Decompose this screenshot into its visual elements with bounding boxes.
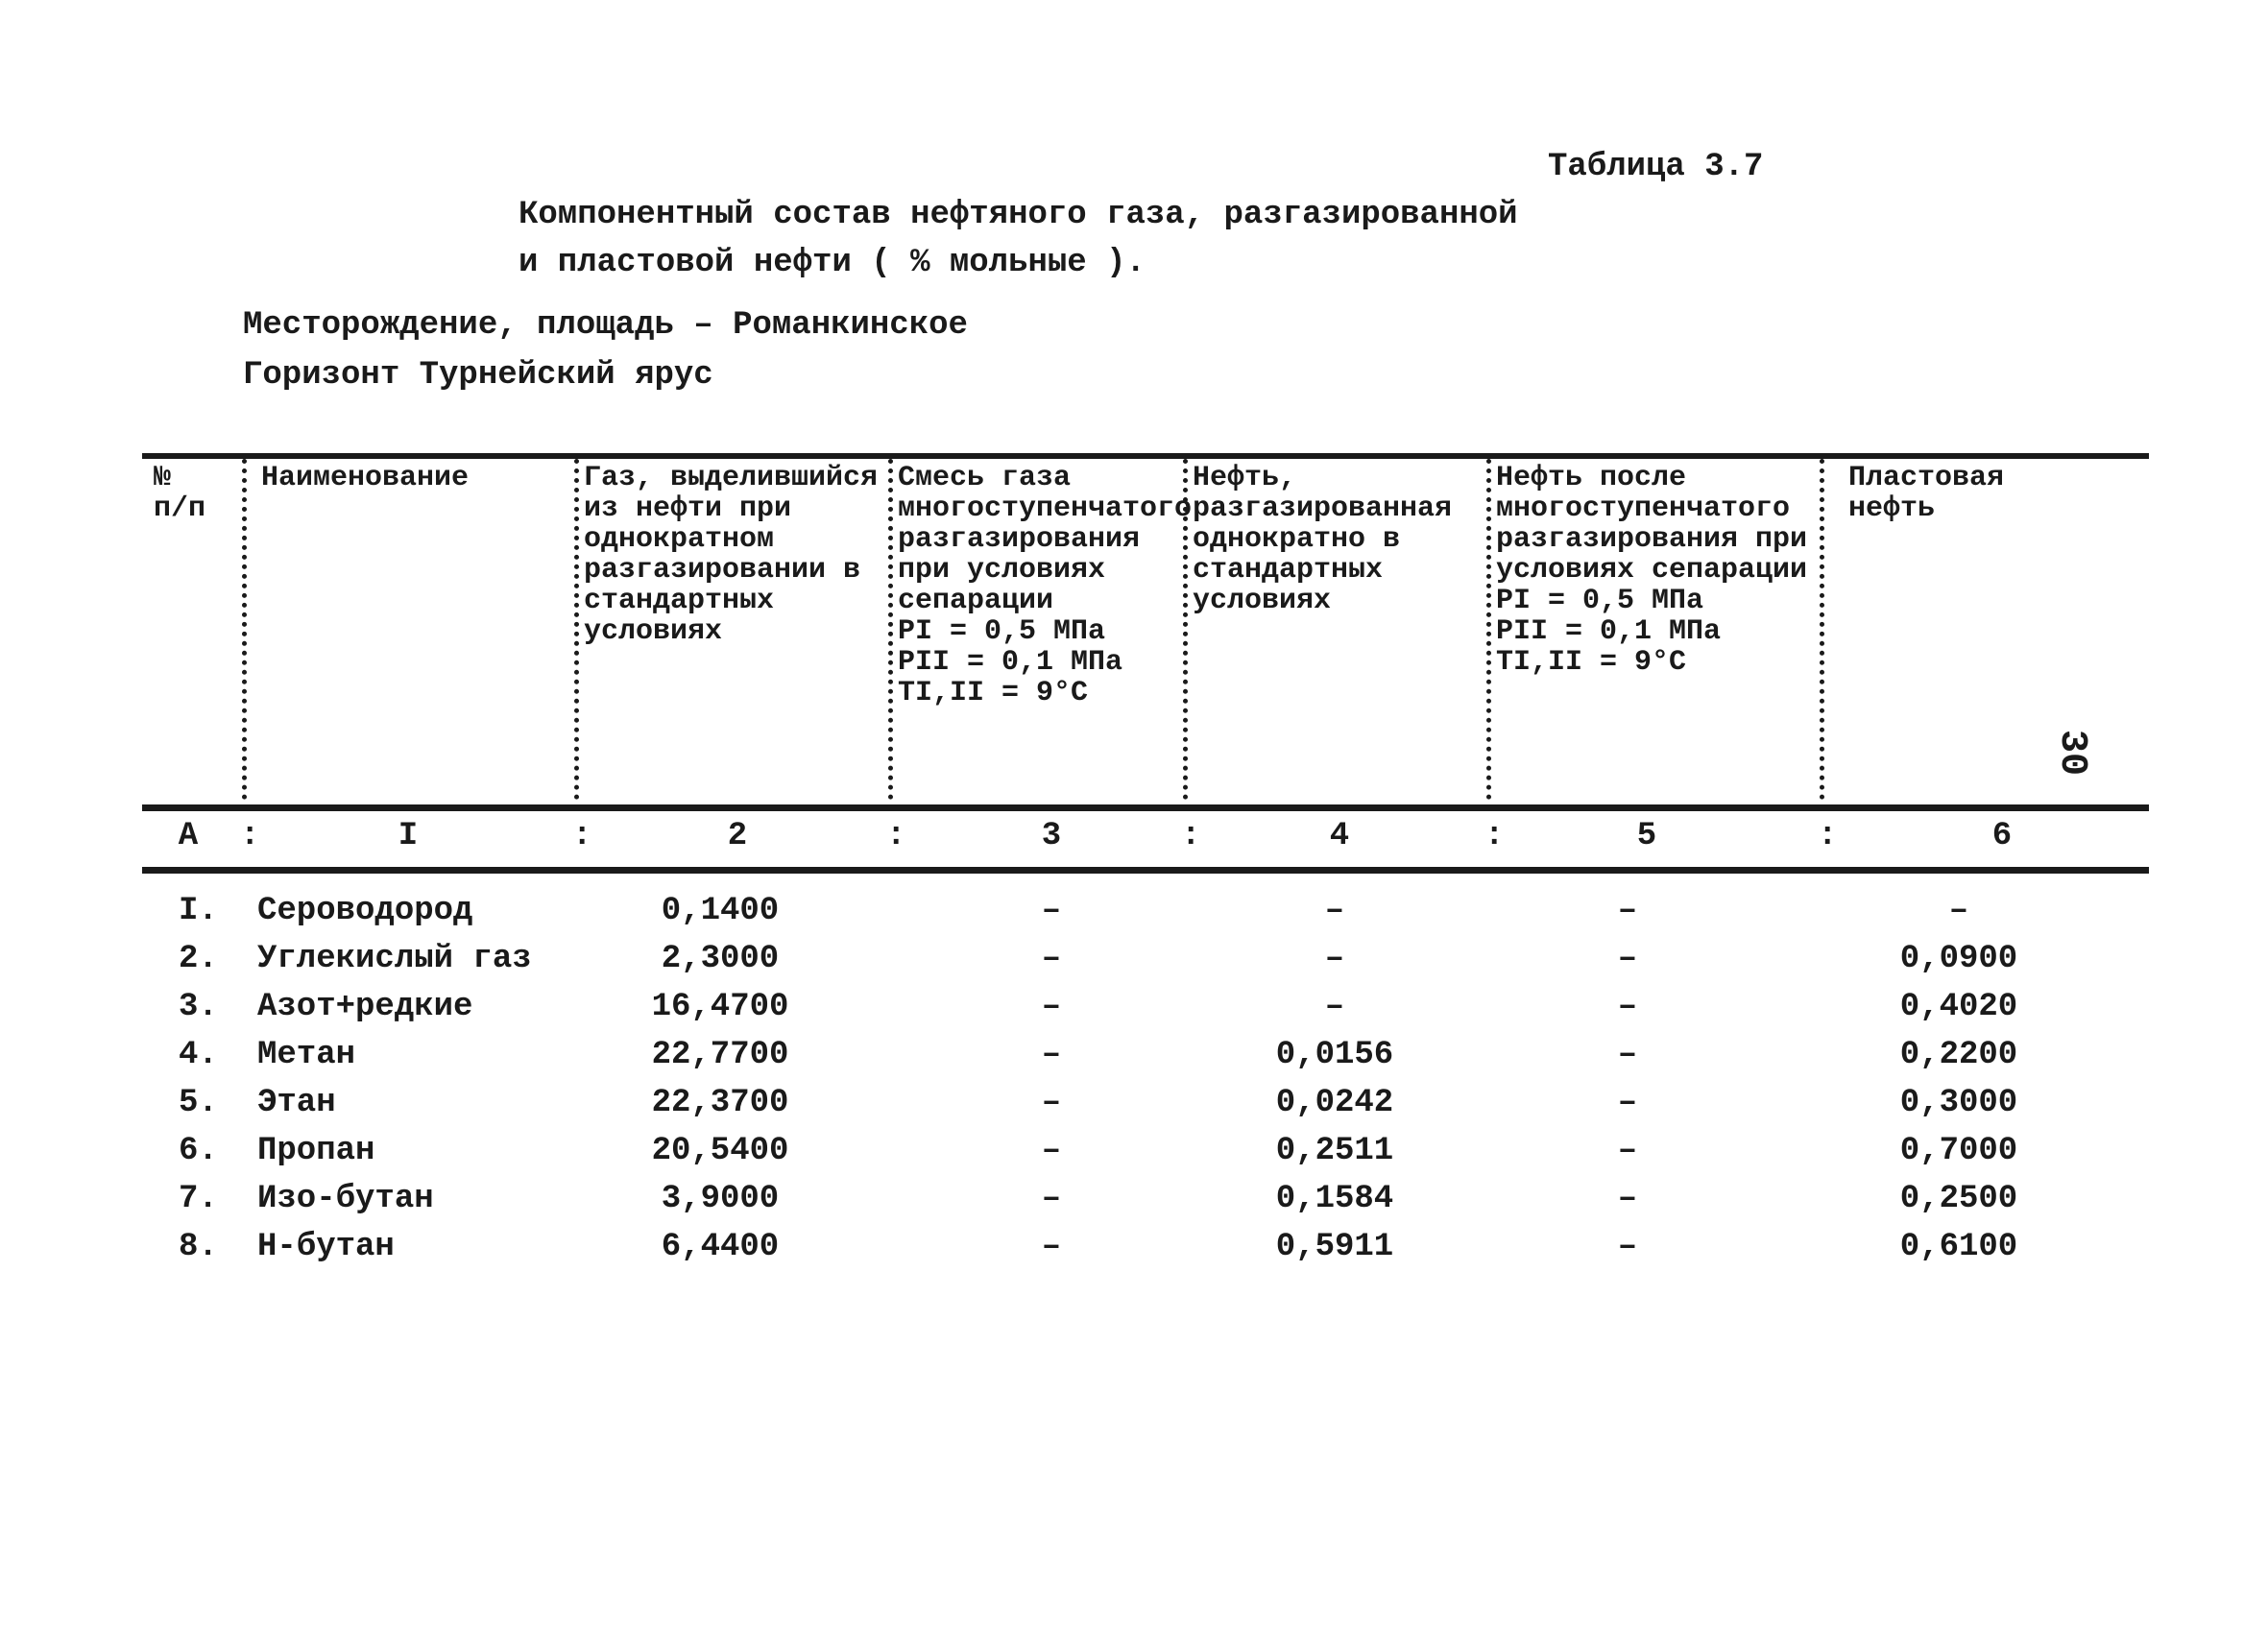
colnum-bottom-rule — [142, 867, 2149, 874]
row-number: 8. — [179, 1229, 218, 1265]
table-row — [0, 941, 2268, 989]
header-name: Наименование — [261, 462, 470, 494]
colnum-separator: : — [886, 818, 906, 854]
cell-col2: 3,9000 — [661, 1181, 780, 1217]
row-number: 6. — [179, 1133, 218, 1169]
colnum-5: 5 — [1636, 818, 1657, 854]
cell-col5: – — [1617, 1037, 1638, 1073]
row-number: 3. — [179, 989, 218, 1025]
cell-col5: – — [1617, 1181, 1638, 1217]
cell-col4: – — [1324, 941, 1345, 977]
row-name: Сероводород — [257, 893, 473, 929]
cell-col5: – — [1617, 1133, 1638, 1169]
colnum-6: 6 — [1991, 818, 2013, 854]
row-number: 4. — [179, 1037, 218, 1073]
cell-col6: 0,4020 — [1899, 989, 2018, 1025]
row-number: 7. — [179, 1181, 218, 1217]
cell-col2: 22,7700 — [651, 1037, 789, 1073]
table-top-rule — [142, 453, 2149, 459]
cell-col4: – — [1324, 989, 1345, 1025]
cell-col4: – — [1324, 893, 1345, 929]
horizon-line: Горизонт Турнейский ярус — [243, 357, 713, 394]
colnum-separator: : — [1181, 818, 1201, 854]
header-no: № п/п — [154, 462, 206, 525]
cell-col5: – — [1617, 989, 1638, 1025]
table-row — [0, 1133, 2268, 1181]
row-name: Н-бутан — [257, 1229, 395, 1265]
cell-col5: – — [1617, 941, 1638, 977]
cell-col3: – — [1041, 941, 1062, 977]
cell-col3: – — [1041, 1229, 1062, 1265]
cell-col4: 0,2511 — [1275, 1133, 1394, 1169]
page-number: 30 — [2050, 730, 2093, 777]
column-separator — [574, 459, 579, 800]
colnum-separator: : — [240, 818, 260, 854]
cell-col2: 20,5400 — [651, 1133, 789, 1169]
cell-col3: – — [1041, 1133, 1062, 1169]
table-row — [0, 1229, 2268, 1277]
row-name: Углекислый газ — [257, 941, 532, 977]
table-title-line-1: Компонентный состав нефтяного газа, разгазированной — [519, 197, 1518, 233]
colnum-separator: : — [572, 818, 592, 854]
column-separator — [888, 459, 893, 800]
header-col5: Нефть после многоступенчатого разгазирования при условиях сепарации PI = 0,5 МПа PII = 0,1 МПа TI,II = 9°C — [1496, 462, 1808, 679]
colnum-4: 4 — [1329, 818, 1350, 854]
colnum-2: 2 — [727, 818, 748, 854]
row-name: Метан — [257, 1037, 356, 1073]
cell-col6: 0,7000 — [1899, 1133, 2018, 1169]
row-number: I. — [179, 893, 218, 929]
cell-col6: 0,0900 — [1899, 941, 2018, 977]
header-col3: Смесь газа многоступенчатого разгазирования при условиях сепарации PI = 0,5 МПа PII = 0,1 МПа TI,II = 9°C — [898, 462, 1193, 709]
column-separator — [1820, 459, 1824, 800]
colnum-a: А — [178, 818, 199, 854]
cell-col3: – — [1041, 1037, 1062, 1073]
cell-col5: – — [1617, 893, 1638, 929]
row-name: Азот+редкие — [257, 989, 473, 1025]
row-name: Этан — [257, 1085, 336, 1121]
header-col6: Пластовая нефть — [1848, 462, 2005, 525]
cell-col3: – — [1041, 893, 1062, 929]
cell-col2: 16,4700 — [651, 989, 789, 1025]
field-line: Месторождение, площадь – Романкинское — [243, 307, 968, 344]
table-title-line-2: и пластовой нефти ( % мольные ). — [519, 245, 1146, 281]
cell-col4: 0,1584 — [1275, 1181, 1394, 1217]
table-row — [0, 989, 2268, 1037]
cell-col6: 0,3000 — [1899, 1085, 2018, 1121]
cell-col5: – — [1617, 1085, 1638, 1121]
colnum-1: I — [398, 818, 419, 854]
cell-col2: 2,3000 — [661, 941, 780, 977]
cell-col6: 0,6100 — [1899, 1229, 2018, 1265]
colnum-separator: : — [1818, 818, 1838, 854]
cell-col6: 0,2500 — [1899, 1181, 2018, 1217]
colnum-separator: : — [1484, 818, 1505, 854]
table-number: Таблица 3.7 — [1548, 149, 1764, 185]
table-row — [0, 1181, 2268, 1229]
cell-col4: 0,5911 — [1275, 1229, 1394, 1265]
table-row — [0, 1037, 2268, 1085]
table-row — [0, 1085, 2268, 1133]
column-separator — [242, 459, 247, 800]
colnum-3: 3 — [1041, 818, 1062, 854]
row-number: 2. — [179, 941, 218, 977]
header-col2: Газ, выделившийся из нефти при однократном разгазировании в стандартных условиях — [584, 462, 879, 648]
cell-col2: 0,1400 — [661, 893, 780, 929]
cell-col4: 0,0156 — [1275, 1037, 1394, 1073]
header-col4: Нефть, разгазированная однократно в стандартных условиях — [1193, 462, 1453, 617]
row-name: Пропан — [257, 1133, 375, 1169]
cell-col2: 6,4400 — [661, 1229, 780, 1265]
cell-col5: – — [1617, 1229, 1638, 1265]
cell-col6: 0,2200 — [1899, 1037, 2018, 1073]
row-number: 5. — [179, 1085, 218, 1121]
table-row — [0, 893, 2268, 941]
cell-col2: 22,3700 — [651, 1085, 789, 1121]
row-name: Изо-бутан — [257, 1181, 434, 1217]
cell-col3: – — [1041, 989, 1062, 1025]
column-separator — [1486, 459, 1491, 800]
cell-col4: 0,0242 — [1275, 1085, 1394, 1121]
cell-col3: – — [1041, 1085, 1062, 1121]
cell-col3: – — [1041, 1181, 1062, 1217]
header-bottom-rule — [142, 804, 2149, 811]
cell-col6: – — [1948, 893, 1969, 929]
